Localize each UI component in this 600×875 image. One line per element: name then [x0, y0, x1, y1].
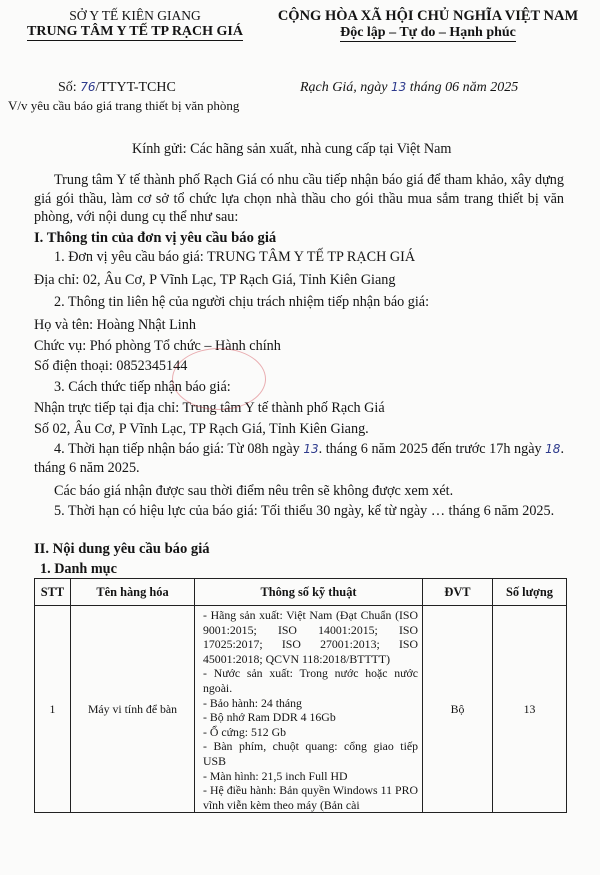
spec-line: - Ổ cứng: 512 Gb — [203, 724, 287, 739]
doc-no-suffix: /TTYT-TCHC — [95, 80, 176, 95]
s1-item5: 5. Thời hạn có hiệu lực của báo giá: Tối thiểu 30 ngày, kể từ ngày … tháng 6 năm 2025. — [54, 503, 555, 519]
s1-item1: 1. Đơn vị yêu cầu báo giá: TRUNG TÂM Y TẾ TP RẠCH GIÁ — [54, 249, 416, 265]
agency-block — [10, 8, 260, 41]
s1-item2: 2. Thông tin liên hệ của người chịu trách nhiệm tiếp nhận báo giá: — [54, 294, 430, 310]
spec-line: - Nước sản xuất: Trong nước hoặc nước ngoài. — [203, 666, 418, 695]
col-stt-header: STT — [35, 579, 71, 606]
items-table — [34, 578, 567, 813]
motto: Độc lập – Tự do – Hạnh phúc — [340, 25, 516, 40]
item-name-text: Máy vi tính để bàn — [87, 701, 178, 716]
salutation: Kính gửi: Các hãng sản xuất, nhà cung cấp tại Việt Nam — [132, 141, 452, 157]
cell-item-name — [71, 606, 195, 813]
table-header-row — [35, 579, 567, 606]
s1-late-note: Các báo giá nhận được sau thời điểm nêu trên sẽ không được xem xét. — [54, 483, 454, 499]
cell-qty: 13 — [493, 606, 567, 813]
s1-item3: 3. Cách thức tiếp nhận báo giá: — [54, 379, 231, 395]
spec-line: - Bộ nhớ Ram DDR 4 16Gb — [203, 710, 336, 725]
nation-block — [258, 8, 598, 42]
s1-receive1: Nhận trực tiếp tại địa chỉ: Trung tâm Y tế thành phố Rạch Giá — [34, 400, 385, 416]
s1-address: Địa chỉ: 02, Âu Cơ, P Vĩnh Lạc, TP Rạch Giá, Tỉnh Kiên Giang — [34, 272, 396, 288]
place-suffix: tháng 06 năm 2025 — [406, 80, 519, 95]
spec-line: - Màn hình: 21,5 inch Full HD — [203, 768, 348, 783]
cell-stt: 1 — [35, 606, 71, 813]
s1-item4 — [34, 440, 564, 477]
cell-specs — [195, 606, 423, 813]
section1-heading: I. Thông tin của đơn vị yêu cầu báo giá — [34, 230, 277, 246]
section2-heading: II. Nội dung yêu cầu báo giá — [34, 541, 210, 557]
doc-no-label: Số: — [58, 80, 81, 95]
nation-title: CỘNG HÒA XÃ HỘI CHỦ NGHĨA VIỆT NAM — [277, 8, 579, 24]
spec-line: - Hệ điều hành: Bản quyền Windows 11 PRO vĩnh viễn kèm theo máy (Bản cài — [203, 783, 418, 812]
intro-paragraph: Trung tâm Y tế thành phố Rạch Giá có nhu cầu tiếp nhận báo giá để tham khảo, xây dựng giá gói thầu, làm cơ sở tổ chức lựa chọn nhà thầu cho gói thầu mua sắm trang thiết bị văn phòng, với nội dung cụ thể như sau: — [34, 172, 564, 226]
document-number — [58, 80, 176, 96]
agency-parent: SỞ Y TẾ KIÊN GIANG — [69, 8, 201, 23]
col-name-header: Tên hàng hóa — [71, 579, 195, 606]
col-spec-header: Thông số kỹ thuật — [195, 579, 423, 606]
day-handwritten: 13 — [390, 80, 407, 94]
col-unit-header: ĐVT — [423, 579, 493, 606]
s1-receive2: Số 02, Âu Cơ, P Vĩnh Lạc, TP Rạch Giá, Tỉnh Kiên Giang. — [34, 421, 369, 437]
col-qty-header: Số lượng — [493, 579, 567, 606]
cell-unit: Bộ — [423, 606, 493, 813]
item4-part-c: . tháng 6 năm 2025. — [34, 441, 564, 476]
spec-line: - Bảo hành: 24 tháng — [203, 695, 302, 710]
section2-sub1: 1. Danh mục — [40, 561, 117, 577]
s1-phone: Số điện thoại: 0852345144 — [34, 358, 188, 374]
doc-no-handwritten: 76 — [80, 80, 96, 94]
place-date — [300, 80, 518, 96]
agency-name: TRUNG TÂM Y TẾ TP RẠCH GIÁ — [27, 24, 243, 39]
subject-line: V/v yêu cầu báo giá trang thiết bị văn phòng — [8, 98, 240, 113]
item4-day2: 18 — [545, 442, 561, 456]
spec-line: - Bàn phím, chuột quang: cổng giao tiếp USB — [203, 739, 418, 768]
item4-part-b: . tháng 6 năm 2025 đến trước 17h ngày — [318, 441, 546, 457]
table-row — [35, 606, 567, 813]
item4-day1: 13 — [303, 442, 319, 456]
item4-part-a: 4. Thời hạn tiếp nhận báo giá: Từ 08h ngày — [54, 441, 304, 457]
s1-position: Chức vụ: Phó phòng Tổ chức – Hành chính — [34, 338, 281, 354]
red-stamp-mark — [172, 348, 266, 410]
spec-line: - Hãng sản xuất: Việt Nam (Đạt Chuẩn (ISO 9001:2015; ISO 14001:2015; ISO 17025:2017; ISO 27001:2013; ISO 45001:2018; QCVN 118:2018/BTTTT) — [203, 608, 418, 666]
s1-name: Họ và tên: Hoàng Nhật Linh — [34, 317, 196, 333]
place-prefix: Rạch Giá, ngày — [300, 80, 391, 95]
